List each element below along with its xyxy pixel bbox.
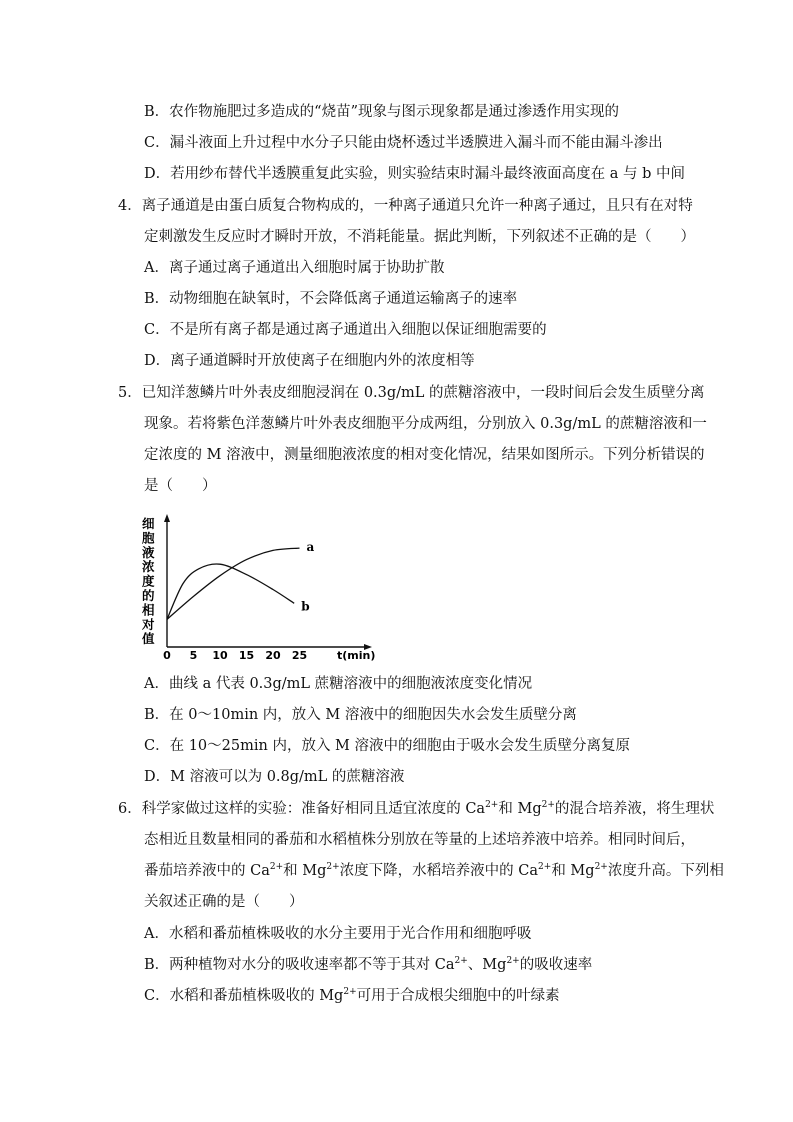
chart-y-label-char: 的 (142, 588, 155, 603)
q5-stem-line1: 5．已知洋葱鳞片叶外表皮细胞浸润在 0.3g/mL 的蔗糖溶液中，一段时间后会发生质壁分离 (118, 385, 705, 401)
chart-y-axis-arrow (164, 514, 170, 522)
q4-option-c: C．不是所有离子都是通过离子通道出入细胞以保证细胞需要的 (144, 322, 547, 338)
chart-series-line-b (167, 564, 294, 619)
superscript: 2+ (485, 800, 499, 810)
superscript: 2+ (541, 800, 555, 810)
superscript: 2+ (343, 987, 357, 997)
superscript: 2+ (506, 956, 520, 966)
superscript: 2+ (594, 862, 608, 872)
q6-option-c (144, 986, 560, 1006)
chart-y-label-char: 浓 (142, 559, 155, 575)
superscript: 2+ (454, 956, 468, 966)
q6-b-part: 的吸收速率 (519, 957, 593, 973)
q6-c-part: C．水稻和番茄植株吸收的 Mg (144, 988, 344, 1004)
q5-stem-line2: 现象。若将紫色洋葱鳞片叶外表皮细胞平分成两组，分别放入 0.3g/mL 的蔗糖溶液和一 (144, 416, 707, 432)
chart-y-label-char: 胞 (142, 530, 155, 546)
q6-option-a: A．水稻和番茄植株吸收的水分主要用于光合作用和细胞呼吸 (144, 926, 532, 942)
q5-option-d: D．M 溶液可以为 0.8g/mL 的蔗糖溶液 (144, 769, 405, 785)
q6-b-part: 、Mg (467, 957, 507, 973)
chart-y-label-char: 相 (142, 602, 155, 618)
q4-option-b: B．动物细胞在缺氧时，不会降低离子通道运输离子的速率 (144, 291, 518, 307)
q5-option-c: C．在 10～25min 内，放入 M 溶液中的细胞由于吸水会发生质壁分离复原 (144, 738, 631, 754)
chart-series-label-a: a (306, 540, 315, 555)
q6-stem-line4: 关叙述正确的是（ ） (144, 894, 304, 910)
superscript: 2+ (326, 862, 340, 872)
q6-stem-line1 (118, 799, 714, 819)
chart-x-tick-label: 15 (238, 649, 255, 662)
q6-b-part: B．两种植物对水分的吸收速率都不等于其对 Ca (144, 957, 455, 973)
concentration-chart (140, 512, 380, 667)
q6-l3-part: 浓度下降，水稻培养液中的 Ca (339, 863, 539, 879)
q6-option-b (144, 955, 592, 975)
q6-l1-part: 的混合培养液，将生理状 (554, 801, 715, 817)
q6-l3-part: 番茄培养液中的 Ca (144, 863, 270, 879)
chart-y-label-char: 细 (142, 516, 155, 531)
chart-x-tick-label: 0 (163, 649, 171, 662)
q5-stem-line4: 是（ ） (144, 478, 217, 494)
q6-l3-part: 浓度升高。下列相 (607, 863, 724, 879)
q4-option-d: D．离子通道瞬时开放使离子在细胞内外的浓度相等 (144, 353, 475, 369)
q6-stem-line2: 态相近且数量相同的番茄和水稻植株分别放在等量的上述培养液中培养。相同时间后， (144, 832, 695, 848)
chart-series (167, 540, 315, 619)
q5-stem-line3: 定浓度的 M 溶液中，测量细胞液浓度的相对变化情况，结果如图所示。下列分析错误的 (144, 447, 705, 463)
q3-option-b: B．农作物施肥过多造成的“烧苗”现象与图示现象都是通过渗透作用实现的 (144, 104, 619, 120)
chart-y-label-char: 液 (142, 544, 155, 560)
chart-y-label-char: 度 (142, 573, 155, 589)
chart-y-label-char: 对 (142, 616, 155, 632)
chart-series-label-b: b (301, 599, 310, 614)
q4-stem-line1: 4．离子通道是由蛋白质复合物构成的，一种离子通道只允许一种离子通过，且只有在对特 (118, 198, 693, 214)
q5-option-b: B．在 0～10min 内，放入 M 溶液中的细胞因失水会发生质壁分离 (144, 707, 577, 723)
q6-l3-part: 和 Mg (551, 863, 595, 879)
superscript: 2+ (538, 862, 552, 872)
chart-x-axis-label: t(min) (337, 649, 376, 662)
q3-option-d: D．若用纱布替代半透膜重复此实验，则实验结束时漏斗最终液面高度在 a 与 b 中间 (144, 166, 685, 182)
q6-l3-part: 和 Mg (283, 863, 327, 879)
chart-x-tick-label: 25 (291, 649, 308, 662)
chart-x-ticks (163, 649, 307, 662)
chart-series-line-a (167, 548, 300, 619)
chart-x-tick-label: 10 (212, 649, 228, 662)
chart-y-axis-label (141, 516, 155, 646)
q6-l1-part: 6．科学家做过这样的实验：准备好相同且适宜浓度的 Ca (118, 801, 486, 817)
chart-x-tick-label: 5 (189, 649, 198, 662)
chart-x-tick-label: 20 (265, 649, 281, 662)
q4-stem-line2: 定刺激发生反应时才瞬时开放，不消耗能量。据此判断，下列叙述不正确的是（ ） (144, 229, 695, 245)
superscript: 2+ (269, 862, 284, 872)
q6-stem-line3 (144, 861, 724, 881)
q3-option-c: C．漏斗液面上升过程中水分子只能由烧杯透过半透膜进入漏斗而不能由漏斗渗出 (144, 135, 663, 151)
q4-option-a: A．离子通过离子通道出入细胞时属于协助扩散 (144, 260, 445, 276)
chart-y-label-char: 值 (142, 631, 155, 647)
q6-c-part: 可用于合成根尖细胞中的叶绿素 (356, 988, 560, 1004)
q5-option-a: A．曲线 a 代表 0.3g/mL 蔗糖溶液中的细胞液浓度变化情况 (144, 676, 533, 692)
q6-l1-part: 和 Mg (498, 801, 542, 817)
